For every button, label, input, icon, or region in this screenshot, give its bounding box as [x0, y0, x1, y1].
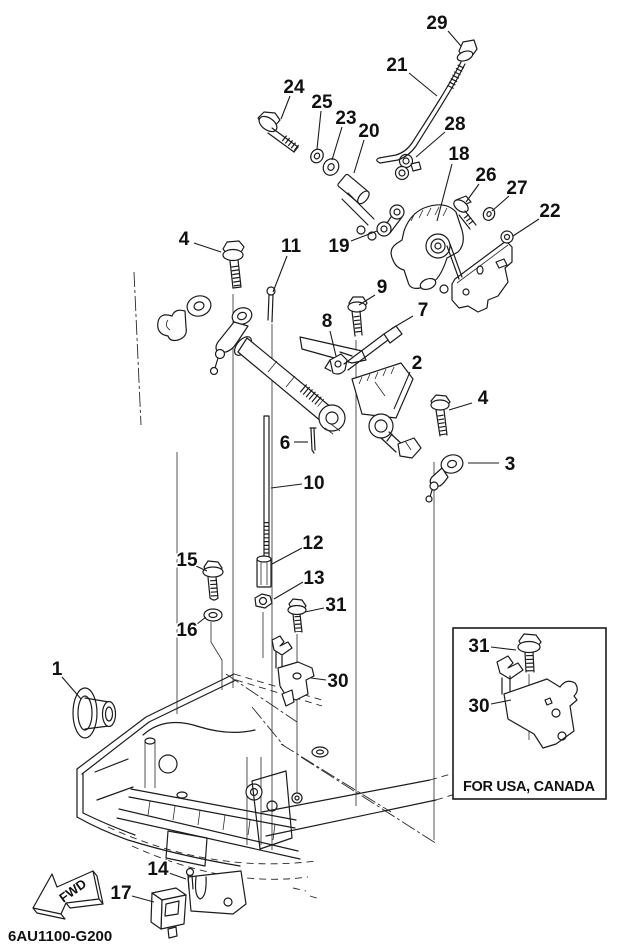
callout-number: 29 [426, 13, 448, 34]
part-16-washer [204, 609, 222, 621]
bottom-cowling [77, 674, 462, 914]
callout-number: 12 [302, 533, 324, 554]
callout-number: 21 [386, 55, 408, 76]
throttle-shaft-assembly [231, 334, 366, 434]
part-10-rod [264, 416, 269, 560]
part-25-washer [308, 147, 325, 165]
callout-number: 15 [176, 550, 198, 571]
callout-number: 22 [539, 201, 561, 222]
callout-number: 19 [328, 236, 350, 257]
front-mount-plate [188, 871, 246, 914]
part-9-bolt [348, 297, 367, 336]
inset-caption: FOR USA, CANADA [463, 779, 595, 795]
callout-number: 27 [506, 178, 528, 199]
part-24-bolt [256, 112, 298, 152]
callout-number: 30 [468, 696, 490, 717]
callout-leader [271, 484, 302, 488]
callout-leader [272, 548, 302, 564]
part-2-lever [352, 363, 421, 458]
callout-leader [332, 127, 342, 160]
callout-number: 30 [327, 671, 349, 692]
callout-leader [449, 403, 472, 410]
part-5-clamp [158, 293, 213, 340]
callout-number: 3 [504, 454, 516, 475]
callout-leader [311, 678, 326, 680]
part-3-clamp-right [426, 452, 465, 502]
callout-number: 20 [358, 121, 380, 142]
callout-leader [409, 73, 437, 96]
callout-number: 13 [303, 568, 325, 589]
callout-number: 4 [178, 229, 190, 250]
callout-leader [391, 316, 413, 329]
part-12-collar [257, 556, 271, 587]
fwd-arrow [33, 871, 103, 919]
callout-number: 2 [411, 353, 423, 374]
part-20-collar [337, 174, 371, 206]
callout-number: 31 [468, 636, 490, 657]
callout-leader [169, 873, 186, 879]
callout-leader [448, 31, 461, 46]
callout-number: 4 [477, 388, 489, 409]
callout-number: 17 [110, 883, 132, 904]
callout-leader [513, 219, 539, 236]
callout-leader [273, 256, 287, 292]
part-4-bolt-right [431, 395, 450, 436]
callout-number: 24 [283, 77, 305, 98]
callout-number: 28 [444, 114, 466, 135]
part-1-grommet [73, 688, 116, 738]
callout-leader [466, 184, 479, 202]
part-11-cotter-pin [267, 287, 275, 322]
callout-number: 6 [279, 433, 291, 454]
callout-leader [274, 582, 303, 599]
drawing-code: 6AU1100-G200 [8, 928, 113, 945]
callout-number: 25 [311, 92, 333, 113]
part-13-nut [255, 594, 272, 608]
callout-leader [132, 896, 154, 902]
part-4-bolt-left [223, 241, 244, 288]
fwd-label: FWD [56, 875, 90, 906]
callout-number: 16 [176, 620, 198, 641]
callout-number: 9 [376, 277, 388, 298]
callout-leader [194, 243, 221, 252]
callout-leader [317, 111, 321, 149]
callout-leader [305, 608, 324, 612]
part-15-bolt [203, 561, 223, 600]
part-19-joint-link [357, 205, 404, 240]
callout-number: 10 [303, 473, 325, 494]
callout-number: 23 [335, 108, 357, 129]
callout-leader [416, 132, 445, 157]
callout-number: 26 [475, 165, 497, 186]
part-17-switch [151, 888, 186, 938]
callout-number: 18 [448, 144, 470, 165]
callout-number: 8 [321, 311, 333, 332]
callout-leader [354, 140, 364, 173]
callout-leader [197, 617, 206, 624]
part-31-bolt [288, 599, 306, 632]
callout-number: 14 [147, 859, 169, 880]
callout-number: 7 [417, 300, 429, 321]
part-23-washer [320, 156, 341, 178]
callout-leader [62, 677, 81, 699]
callout-number: 31 [325, 595, 347, 616]
callout-number: 11 [280, 236, 302, 257]
callout-number: 1 [51, 659, 63, 680]
callout-leader [281, 96, 290, 119]
part-6-pin [310, 428, 316, 453]
part-28-rod-end [396, 155, 422, 180]
